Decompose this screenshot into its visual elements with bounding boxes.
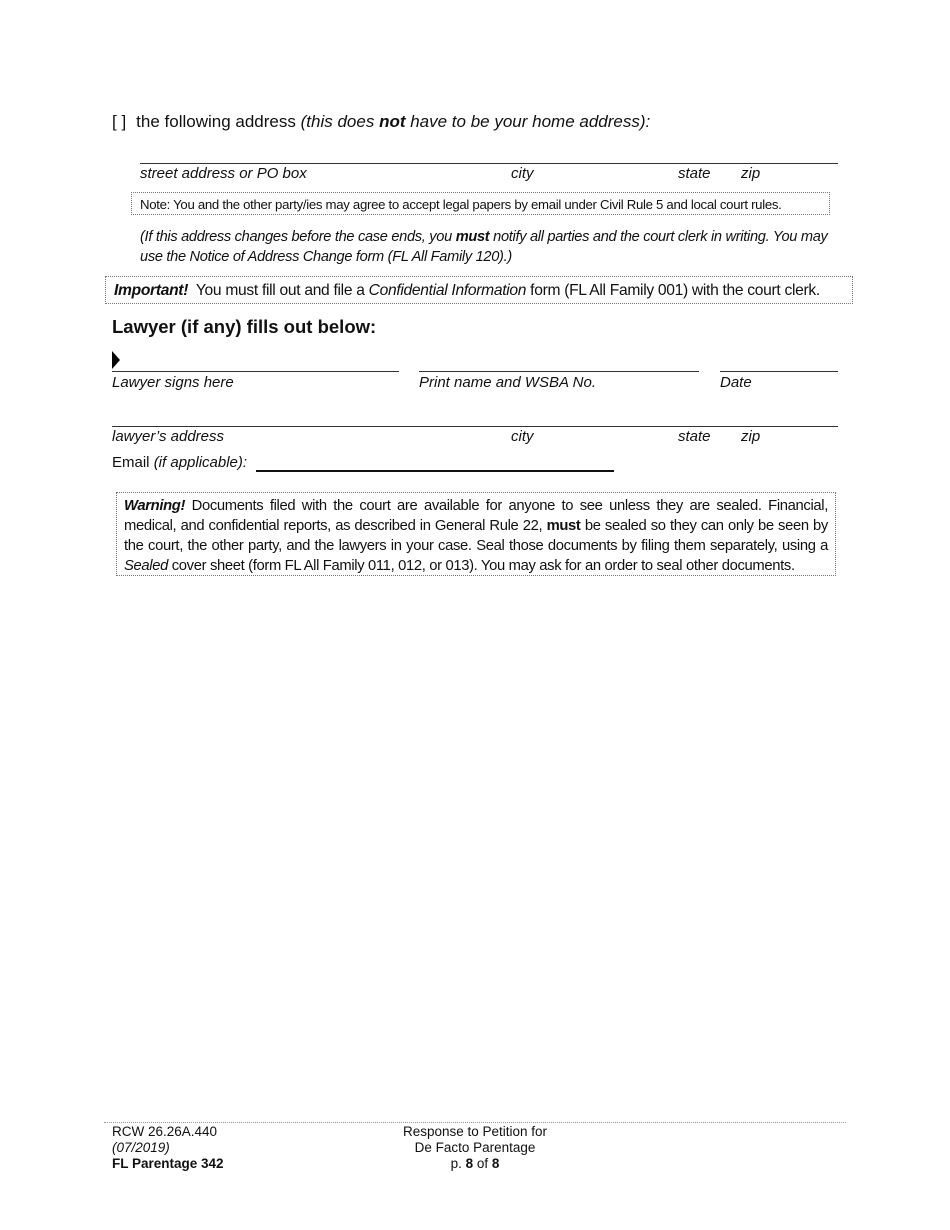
footer-form-title (375, 1124, 575, 1172)
lawyer-city-label: city (511, 428, 534, 445)
address-option-label: the following address (136, 112, 296, 131)
lawyer-email-label: Email (if applicable): (112, 454, 248, 471)
lawyer-date-label: Date (720, 374, 752, 391)
lawyer-state-label: state (678, 428, 711, 445)
street-label: street address or PO box (140, 165, 307, 182)
sign-here-arrow-icon (112, 351, 120, 369)
footer-form-info (112, 1124, 224, 1172)
lawyer-name-label: Print name and WSBA No. (419, 374, 597, 391)
lawyer-zip-label: zip (741, 428, 761, 445)
warning-box: Warning! Documents filed with the court are available for anyone to see unless they are sealed. Financial, medical, and confidential reports, as described in General Rule 22, must be sealed so they can only be seen by the court, the other party, and the lawyers in your case. Seal those documents by filing them separately, using a Sealed cover sheet (form FL All Family 011, 012, or 013). You may ask for an order to seal other documents. (116, 492, 836, 576)
address-checkbox[interactable]: [ ] (112, 112, 127, 131)
important-label: Important! (114, 282, 189, 299)
email-note-box: Note: You and the other party/ies may agree to accept legal papers by email under Civil Rule 5 and local court rules. (131, 192, 830, 215)
state-label: state (678, 165, 711, 182)
lawyer-signature-line[interactable] (112, 371, 399, 372)
lawyer-address-line[interactable] (112, 426, 838, 427)
footer-statute: RCW 26.26A.440 (112, 1124, 218, 1139)
important-box: Important! You must fill out and file a Confidential Information form (FL All Family 001) with the court clerk. (105, 276, 853, 304)
lawyer-sign-label: Lawyer signs here (112, 374, 234, 391)
footer-title-line1: Response to Petition for (402, 1124, 548, 1139)
address-change-note: (If this address changes before the case ends, you must notify all parties and the court clerk in writing. You may use the Notice of Address Change form (FL All Family 120).) (140, 229, 828, 265)
footer-form-id: FL Parentage 342 (112, 1156, 224, 1171)
lawyer-heading: Lawyer (if any) fills out below: (112, 316, 377, 337)
address-option (112, 112, 650, 132)
lawyer-name-line[interactable] (419, 371, 699, 372)
lawyer-email-line[interactable] (256, 470, 614, 472)
lawyer-address-label: lawyer’s address (112, 428, 224, 445)
footer-revision: (07/2019) (112, 1140, 170, 1155)
city-label: city (511, 165, 534, 182)
address-option-hint: (this does not have to be your home address): (300, 112, 651, 131)
footer-page-number: p. 8 of 8 (450, 1156, 500, 1171)
address-input-line[interactable] (140, 163, 838, 164)
footer-title-line2: De Facto Parentage (414, 1140, 536, 1155)
zip-label: zip (741, 165, 761, 182)
lawyer-date-line[interactable] (720, 371, 838, 372)
footer-divider (104, 1122, 846, 1123)
warning-label: Warning! (124, 498, 186, 514)
